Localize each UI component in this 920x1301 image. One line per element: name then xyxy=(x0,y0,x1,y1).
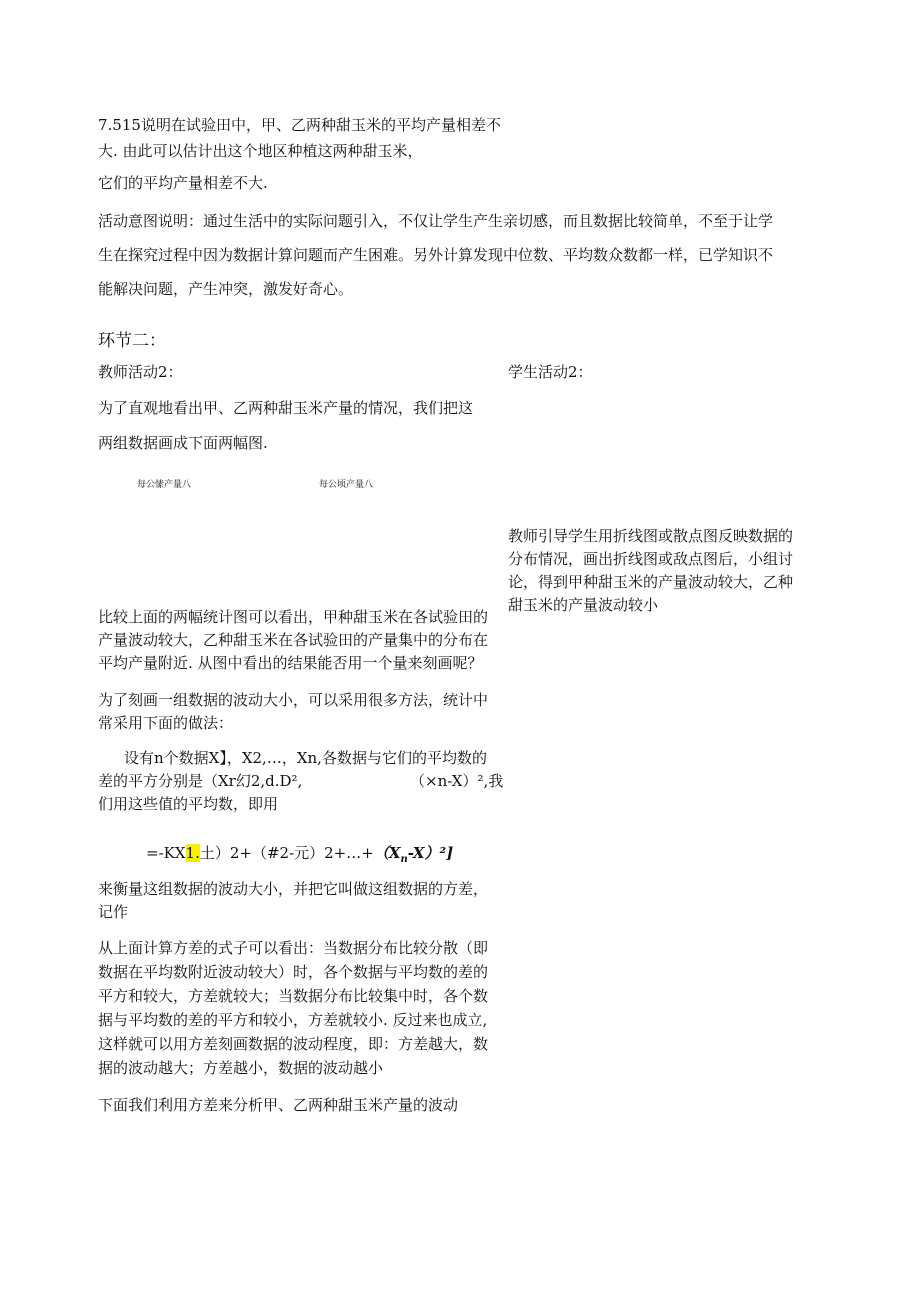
intro-line-1: 7.515说明在试验田中，甲、乙两种甜玉米的平均产量相差不 xyxy=(98,116,501,134)
student-text xyxy=(508,525,808,617)
analysis-line: 据的波动越大；方差越小，数据的波动越小 xyxy=(98,1059,384,1077)
analysis-paragraph xyxy=(98,936,488,1080)
intent-line-1: 活动意图说明：通过生活中的实际问题引入，不仅让学生产生亲切感，而且数据比较简单，不至于让学 xyxy=(98,212,774,230)
teacher-activity-title: 教师活动2： xyxy=(98,363,183,381)
student-line: 甜玉米的产量波动较小 xyxy=(508,596,659,614)
analysis-line: 从上面计算方差的式子可以看出：当数据分布比较分散（即 xyxy=(98,939,489,957)
chart-2-label: 每公顷产量八 xyxy=(319,480,374,490)
analysis-line: 这样就可以用方差刻画数据的波动程度，即：方差越大，数 xyxy=(98,1035,489,1053)
student-activity-title: 学生活动2： xyxy=(508,363,593,381)
method-paragraph xyxy=(98,689,488,735)
definition-line-2b: （×n-X）²,我 xyxy=(410,772,504,790)
definition-line-1: 设有n个数据X】，X2,…，Xn,各数据与它们的平均数的 xyxy=(124,749,487,767)
compare-paragraph xyxy=(98,606,488,675)
variance-paragraph xyxy=(98,878,488,924)
method-line: 为了刻画一组数据的波动大小，可以采用很多方法，统计中 xyxy=(98,691,489,709)
analysis-line: 据与平均数的差的平方和较小，方差就较小. 反过来也成立, xyxy=(98,1011,488,1029)
chart-1-label: 每公愫产量八 xyxy=(137,480,192,490)
formula-part: （X xyxy=(373,844,401,862)
intro-line-3: 它们的平均产量相差不大. xyxy=(98,174,268,192)
formula-part: -X）²] xyxy=(407,844,454,862)
formula-part: 土）2+（#2-元）2+…+ xyxy=(199,844,374,862)
compare-line: 比较上面的两幅统计图可以看出，甲种甜玉米在各试验田的 xyxy=(98,608,489,626)
intro-line-2: 大. 由此可以估计出这个地区种植这两种甜玉米， xyxy=(98,142,423,160)
variance-line: 记作 xyxy=(98,903,129,921)
final-line: 下面我们利用方差来分析甲、乙两种甜玉米产量的波动 xyxy=(98,1096,459,1114)
method-line: 常采用下面的做法： xyxy=(98,714,234,732)
analysis-line: 平方和较大，方差就较大；当数据分布比较集中时，各个数 xyxy=(98,987,489,1005)
compare-line: 产量波动较大，乙种甜玉米在各试验田的产量集中的分布在 xyxy=(98,631,489,649)
compare-line: 平均产量附近. 从图中看出的结果能否用一个量来刻画呢？ xyxy=(98,654,483,672)
intent-line-3: 能解决问题，产生冲突，激发好奇心。 xyxy=(98,280,354,298)
student-line: 论，得到甲种甜玉米的产量波动较大，乙种 xyxy=(508,573,794,591)
formula-highlight: 1. xyxy=(185,844,200,862)
variance-formula xyxy=(146,840,453,873)
section-title: 环节二： xyxy=(98,331,166,351)
student-line: 教师引导学生用折线图或散点图反映数据的 xyxy=(508,527,794,545)
student-line: 分布情况，画出折线图或敌点图后，小组讨 xyxy=(508,550,794,568)
formula-part: =-KX xyxy=(146,844,186,862)
intent-line-2: 生在探究过程中因为数据计算问题而产生困难。另外计算发现中位数、平均数众数都一样，已学知识不 xyxy=(98,246,774,264)
formula-subscript: n xyxy=(400,854,408,865)
analysis-line: 数据在平均数附近波动较大）时，各个数据与平均数的差的 xyxy=(98,963,489,981)
definition-line-3: 们用这些值的平均数，即用 xyxy=(98,795,279,813)
teacher-para-line-2: 两组数据画成下面两幅图. xyxy=(98,434,268,452)
variance-line: 来衡量这组数据的波动大小，并把它叫做这组数据的方差， xyxy=(98,880,489,898)
teacher-para-line-1: 为了直观地看出甲、乙两种甜玉米产量的情况，我们把这 xyxy=(98,399,474,417)
definition-line-2a: 差的平方分别是（Xr幻2,d.D², xyxy=(98,772,303,790)
